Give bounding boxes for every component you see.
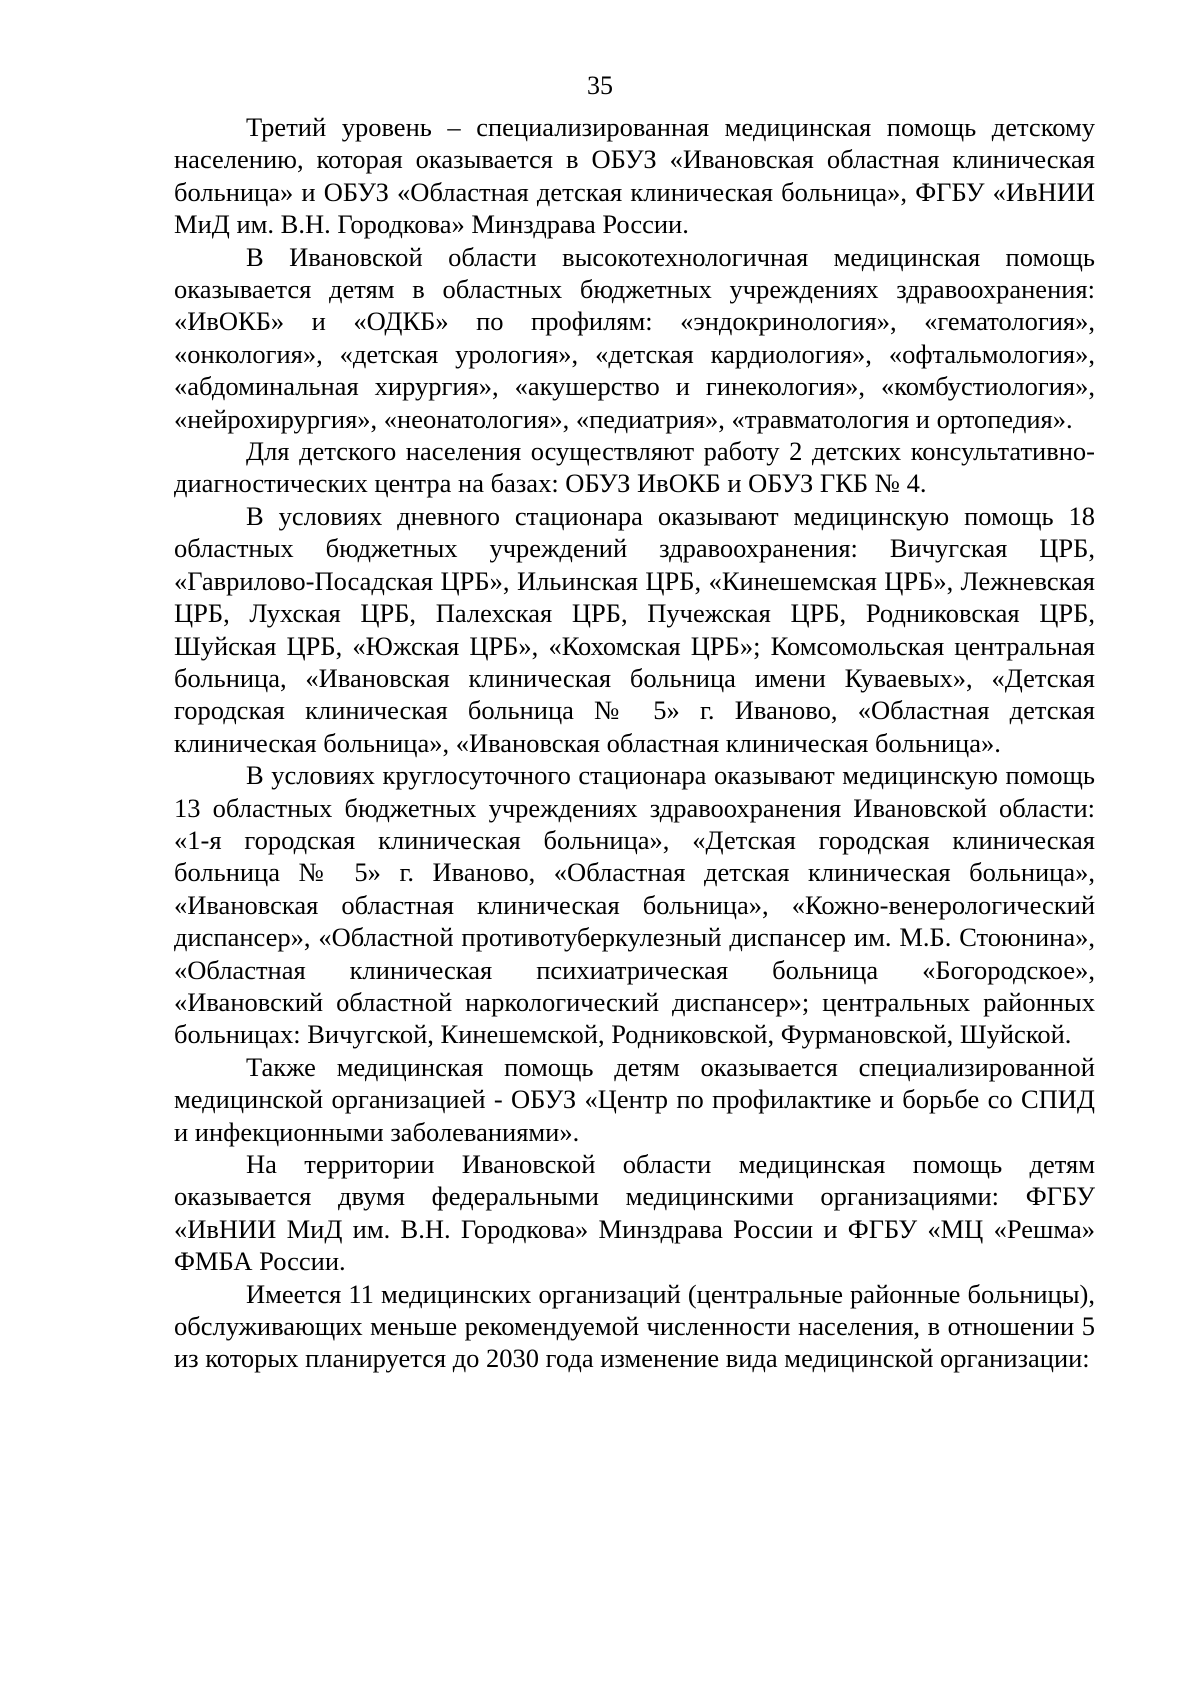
body-text [174,111,1095,1375]
paragraph-high-tech-care: В Ивановской области высокотехнологичная медицинская помощь оказывается детям в областных бюджетных учреждениях здравоохранения: «ИвОКБ» и «ОДКБ» по профилям: «эндокринология», «гематология», «онкология», «детская урология», «детская кардиология», «офтальмология», «абдоминальная хирургия», «акушерство и гинекология», «комбустиология», «нейрохирургия», «неонатология», «педиатрия», «травматология и ортопедия». [174,241,1095,434]
paragraph-day-hospital: В условиях дневного стационара оказывают медицинскую помощь 18 областных бюджетных учреждений здравоохранения: Вичугская ЦРБ, «Гаврилово-Посадская ЦРБ», Ильинская ЦРБ, «Кинешемская ЦРБ», Лежневская ЦРБ, Лухская ЦРБ, Палехская ЦРБ, Пучежская ЦРБ, Родниковская ЦРБ, Шуйская ЦРБ, «Южская ЦРБ», «Кохомская ЦРБ»; Комсомольская центральная больница, «Ивановская клиническая больница имени Куваевых», «Детская городская клиническая больница № 5» г. Иваново, «Областная детская клиническая больница», «Ивановская областная клиническая больница». [174,500,1095,758]
paragraph-third-level-care: Третий уровень – специализированная медицинская помощь детскому населению, которая оказывается в ОБУЗ «Ивановская областная клиническая больница» и ОБУЗ «Областная детская клиническая больница», ФГБУ «ИвНИИ МиД им. В.Н. Городкова» Минздрава России. [174,112,1095,240]
paragraph-aids-center: Также медицинская помощь детям оказывается специализированной медицинской организацией - ОБУЗ «Центр по профилактике и борьбе со СПИД и инфекционными заболеваниями». [174,1051,1095,1147]
paragraph-diagnostic-centers: Для детского населения осуществляют работу 2 детских консультативно-диагностических центра на базах: ОБУЗ ИвОКБ и ОБУЗ ГКБ № 4. [174,436,1095,499]
page-number: 35 [587,71,613,100]
paragraph-round-the-clock-hospital: В условиях круглосуточного стационара оказывают медицинскую помощь 13 областных бюджетных учреждениях здравоохранения Ивановской области: «1-я городская клиническая больница», «Детская городская клиническая больница № 5» г. Иваново, «Областная детская клиническая больница», «Ивановская областная клиническая больница», «Кожно-венерологический диспансер», «Областной противотуберкулезный диспансер им. М.Б. Стоюнина», «Областная клиническая психиатрическая больница «Богородское», «Ивановский областной наркологический диспансер»; центральных районных больницах: Вичугской, Кинешемской, Родниковской, Фурмановской, Шуйской. [174,760,1095,1050]
paragraph-medical-organizations: Имеется 11 медицинских организаций (центральные районные больницы), обслуживающих меньше рекомендуемой численности населения, в отношении 5 из которых планируется до 2030 года изменение вида медицинской организации: [174,1278,1095,1374]
paragraph-federal-organizations: На территории Ивановской области медицинская помощь детям оказывается двумя федеральными медицинскими организациями: ФГБУ «ИвНИИ МиД им. В.Н. Городкова» Минздрава России и ФГБУ «МЦ «Решма» ФМБА России. [174,1149,1095,1277]
